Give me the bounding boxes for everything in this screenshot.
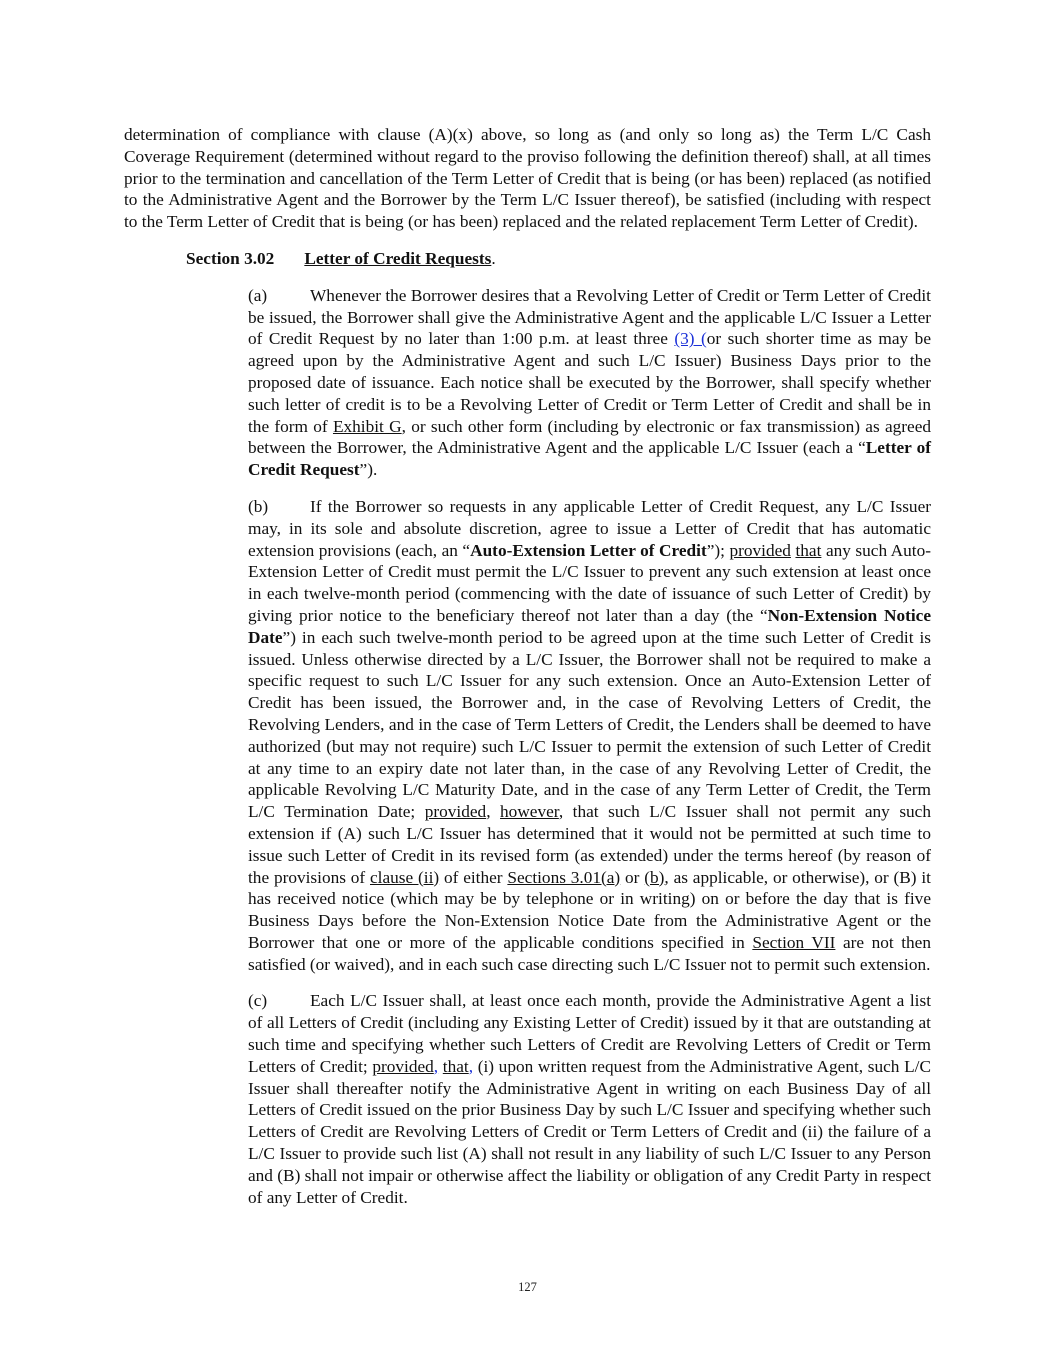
paragraph-a-label: (a)	[248, 285, 268, 305]
section-number: Section 3.02	[186, 248, 275, 268]
section-heading: Section 3.02 Letter of Credit Requests.	[186, 248, 496, 268]
intro-paragraph: determination of compliance with clause (A)(x) above, so long as (and only so long as) the Term L/C Cash Coverage Requirement (determined without regard to the proviso following the definition thereof) shall, at all times prior to the termination and cancellation of the Term Letter of Credit that is being (or has been) replaced (as notified to the Administrative Agent and the Borrower by the Term L/C Issuer thereof), be satisfied (including with respect to the Term Letter of Credit that is being (or has been) replaced and the related replacement Term Letter of Credit).	[124, 125, 931, 232]
section-reference: Section VII	[752, 932, 836, 952]
page-number: 127	[518, 1280, 537, 1294]
paragraph-a: (a) Whenever the Borrower desires that a Revolving Letter of Credit or Term Letter of Credit be issued, the Borrower shall give the Administrative Agent and the applicable L/C Issuer a Letter of Credit Request by no later than 1:00 p.m. at least three (3) (or such shorter time as may be agreed upon by the Administrative Agent and such L/C Issuer) Business Days prior to the proposed date of issuance. Each notice shall be executed by the Borrower, shall specify whether such letter of credit is to be a Revolving Letter of Credit or Term Letter of Credit and shall be in the form of Exhibit G, or such other form (including by electronic or fax transmission) as agreed between the Borrower, the Administrative Agent and the applicable L/C Issuer (each a “Letter of Credit Request”).	[248, 285, 932, 480]
paragraph-b: (b) If the Borrower so requests in any applicable Letter of Credit Request, any L/C Issuer may, in its sole and absolute discretion, agree to issue a Letter of Credit that has automatic extension provisions (each, an “Auto-Extension Letter of Credit”); provided that any such Auto-Extension Letter of Credit must permit the L/C Issuer to prevent any such extension at least once in each twelve-month period (commencing with the date of issuance of such Letter of Credit) by giving prior notice to the beneficiary thereof not later than a day (the “Non-Extension Notice Date”) in each such twelve-month period to be agreed upon at the time such Letter of Credit is issued. Unless otherwise directed by a L/C Issuer, the Borrower shall not be required to make a specific request to such L/C Issuer for any such extension. Once an Auto-Extension Letter of Credit has been issued, the Borrower and, in the case of Revolving Letters of Credit, the Revolving Lenders, and in the case of Term Letters of Credit, the Lenders shall be deemed to have authorized (but may not require) such L/C Issuer to permit the extension of such Letter of Credit at any time to an expiry date not later than, in the case of any Revolving Letter of Credit, the applicable Revolving L/C Maturity Date, and in the case of any Term Letter of Credit, the Term L/C Termination Date; provided, however, that such L/C Issuer shall not permit any such extension if (A) such L/C Issuer has determined that it would not be permitted at such time to issue such Letter of Credit in its revised form (as extended) under the terms hereof (by reason of the provisions of clause (ii) of either Sections 3.01(a) or (b), as applicable, or otherwise), or (B) it has received notice (which may be by telephone or in writing) on or before the day that is five Business Days before the Non-Extension Notice Date from the Administrative Agent or the Borrower that one or more of the applicable conditions specified in Section VII are not then satisfied (or waived), and in each such case directing such L/C Issuer not to permit such extension.	[248, 496, 932, 974]
inserted-text: ,	[468, 1056, 474, 1076]
exhibit-reference: Exhibit G	[332, 416, 402, 436]
clause-reference: clause (ii)	[370, 867, 440, 887]
section-reference: Sections 3.01(a)	[507, 867, 621, 887]
section-title: Letter of Credit Requests	[304, 248, 492, 268]
inserted-text: ,	[433, 1056, 439, 1076]
paragraph-c: (c) Each L/C Issuer shall, at least once each month, provide the Administrative Agent a list of all Letters of Credit (including any Existing Letter of Credit) issued by it that are outstanding at such time and specifying whether such Letters of Credit are Revolving Letters of Credit or Term Letters of Credit; provided, that, (i) upon written request from the Administrative Agent, such L/C Issuer shall thereafter notify the Administrative Agent in writing on each Business Day of all Letters of Credit issued on the prior Business Day by such L/C Issuer and specifying whether such Letters of Credit are Revolving Letters of Credit or Term Letters of Credit and (ii) the failure of a L/C Issuer to provide such list (A) shall not result in any liability of such L/C Issuer to any Person and (B) shall not impair or otherwise affect the liability or obligation of any Credit Party in respect of any Letter of Credit.	[248, 991, 931, 1207]
defined-term: Non-Extension Notice Date	[248, 605, 931, 647]
paragraph-b-label: (b)	[248, 496, 269, 516]
defined-term: Auto-Extension Letter of Credit	[470, 540, 707, 560]
paragraph-c-label: (c)	[248, 991, 268, 1011]
defined-term: Letter of Credit Request	[248, 438, 932, 480]
inserted-text: (3) (	[674, 329, 707, 349]
document-page	[124, 124, 931, 1223]
section-reference: (b)	[644, 867, 665, 887]
